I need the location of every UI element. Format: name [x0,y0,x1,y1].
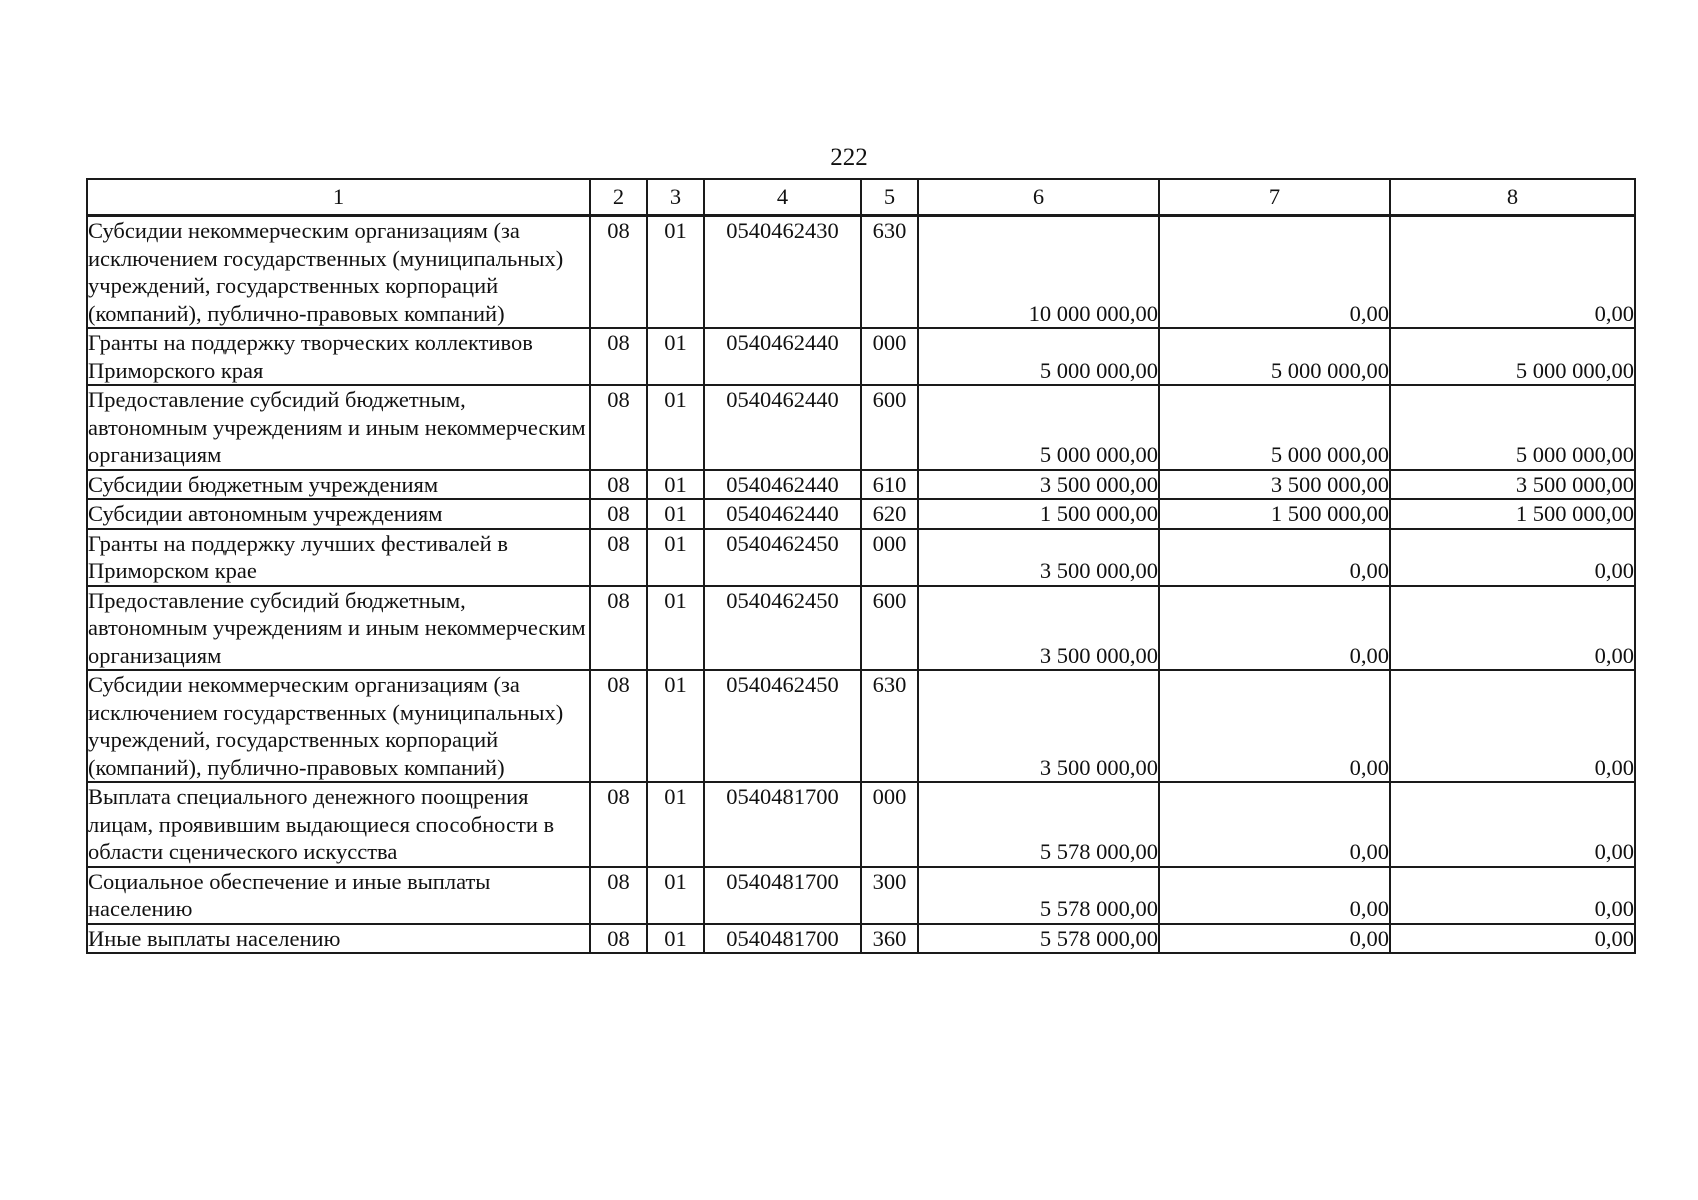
amount-col-8: 0,00 [1390,216,1635,329]
page-number: 222 [830,144,868,171]
amount-col-8: 0,00 [1390,924,1635,954]
subsection-code: 01 [647,529,704,586]
target-article-code: 0540481700 [704,782,861,867]
expense-type-code: 630 [861,670,918,782]
amount-col-8: 0,00 [1390,586,1635,671]
section-code: 08 [590,782,647,867]
section-code: 08 [590,385,647,470]
amount-col-6: 5 000 000,00 [918,328,1159,385]
row-name: Социальное обеспечение и иные выплаты населению [87,867,590,924]
target-article-code: 0540462430 [704,216,861,329]
amount-col-7: 1 500 000,00 [1159,499,1390,529]
expense-type-code: 610 [861,470,918,500]
expense-type-code: 000 [861,328,918,385]
amount-col-6: 3 500 000,00 [918,470,1159,500]
amount-col-8: 0,00 [1390,867,1635,924]
row-name: Субсидии бюджетным учреждениям [87,470,590,500]
column-header-8: 8 [1390,179,1635,216]
table-row [87,328,1635,385]
table-row [87,216,1635,329]
row-name: Гранты на поддержку творческих коллективов Приморского края [87,328,590,385]
expense-type-code: 630 [861,216,918,329]
subsection-code: 01 [647,216,704,329]
amount-col-7: 0,00 [1159,670,1390,782]
amount-col-7: 0,00 [1159,586,1390,671]
amount-col-6: 10 000 000,00 [918,216,1159,329]
column-header-7: 7 [1159,179,1390,216]
expense-type-code: 360 [861,924,918,954]
row-name: Субсидии некоммерческим организациям (за исключением государственных (муниципальных) учреждений, государственных корпораций (компаний), публично-правовых компаний) [87,216,590,329]
expense-type-code: 000 [861,529,918,586]
table-row [87,586,1635,671]
target-article-code: 0540462450 [704,586,861,671]
target-article-code: 0540462440 [704,499,861,529]
target-article-code: 0540462450 [704,670,861,782]
expense-type-code: 620 [861,499,918,529]
amount-col-7: 3 500 000,00 [1159,470,1390,500]
amount-col-6: 3 500 000,00 [918,586,1159,671]
subsection-code: 01 [647,867,704,924]
row-name: Субсидии некоммерческим организациям (за исключением государственных (муниципальных) учреждений, государственных корпораций (компаний), публично-правовых компаний) [87,670,590,782]
target-article-code: 0540462440 [704,328,861,385]
expense-type-code: 000 [861,782,918,867]
amount-col-6: 5 000 000,00 [918,385,1159,470]
amount-col-7: 0,00 [1159,867,1390,924]
amount-col-7: 0,00 [1159,924,1390,954]
amount-col-7: 5 000 000,00 [1159,385,1390,470]
amount-col-7: 0,00 [1159,782,1390,867]
target-article-code: 0540481700 [704,924,861,954]
table-row [87,670,1635,782]
amount-col-6: 1 500 000,00 [918,499,1159,529]
column-header-3: 3 [647,179,704,216]
amount-col-7: 0,00 [1159,529,1390,586]
amount-col-8: 1 500 000,00 [1390,499,1635,529]
row-name: Выплата специального денежного поощрения лицам, проявившим выдающиеся способности в области сценического искусства [87,782,590,867]
expense-type-code: 300 [861,867,918,924]
table-row [87,529,1635,586]
amount-col-8: 0,00 [1390,670,1635,782]
section-code: 08 [590,499,647,529]
amount-col-6: 5 578 000,00 [918,924,1159,954]
amount-col-7: 0,00 [1159,216,1390,329]
target-article-code: 0540481700 [704,867,861,924]
subsection-code: 01 [647,586,704,671]
row-name: Предоставление субсидий бюджетным, автономным учреждениям и иным некоммерческим организациям [87,586,590,671]
section-code: 08 [590,216,647,329]
column-header-6: 6 [918,179,1159,216]
table-row [87,782,1635,867]
table-row [87,385,1635,470]
column-header-4: 4 [704,179,861,216]
table-row [87,924,1635,954]
section-code: 08 [590,670,647,782]
row-name: Иные выплаты населению [87,924,590,954]
column-header-5: 5 [861,179,918,216]
table-body [87,216,1635,954]
target-article-code: 0540462440 [704,385,861,470]
table-header [87,179,1635,216]
target-article-code: 0540462450 [704,529,861,586]
amount-col-8: 5 000 000,00 [1390,328,1635,385]
section-code: 08 [590,867,647,924]
subsection-code: 01 [647,470,704,500]
amount-col-6: 3 500 000,00 [918,670,1159,782]
table-row [87,470,1635,500]
expense-type-code: 600 [861,385,918,470]
section-code: 08 [590,529,647,586]
subsection-code: 01 [647,328,704,385]
subsection-code: 01 [647,782,704,867]
column-header-2: 2 [590,179,647,216]
target-article-code: 0540462440 [704,470,861,500]
section-code: 08 [590,924,647,954]
subsection-code: 01 [647,385,704,470]
expense-type-code: 600 [861,586,918,671]
amount-col-6: 5 578 000,00 [918,867,1159,924]
row-name: Гранты на поддержку лучших фестивалей в Приморском крае [87,529,590,586]
table-row [87,867,1635,924]
subsection-code: 01 [647,924,704,954]
section-code: 08 [590,470,647,500]
subsection-code: 01 [647,499,704,529]
row-name: Субсидии автономным учреждениям [87,499,590,529]
amount-col-6: 5 578 000,00 [918,782,1159,867]
table-row [87,499,1635,529]
row-name: Предоставление субсидий бюджетным, автономным учреждениям и иным некоммерческим организациям [87,385,590,470]
amount-col-8: 3 500 000,00 [1390,470,1635,500]
amount-col-7: 5 000 000,00 [1159,328,1390,385]
section-code: 08 [590,586,647,671]
section-code: 08 [590,328,647,385]
amount-col-6: 3 500 000,00 [918,529,1159,586]
budget-table [86,178,1636,954]
amount-col-8: 5 000 000,00 [1390,385,1635,470]
amount-col-8: 0,00 [1390,529,1635,586]
subsection-code: 01 [647,670,704,782]
column-header-1: 1 [87,179,590,216]
header-row [87,179,1635,216]
amount-col-8: 0,00 [1390,782,1635,867]
